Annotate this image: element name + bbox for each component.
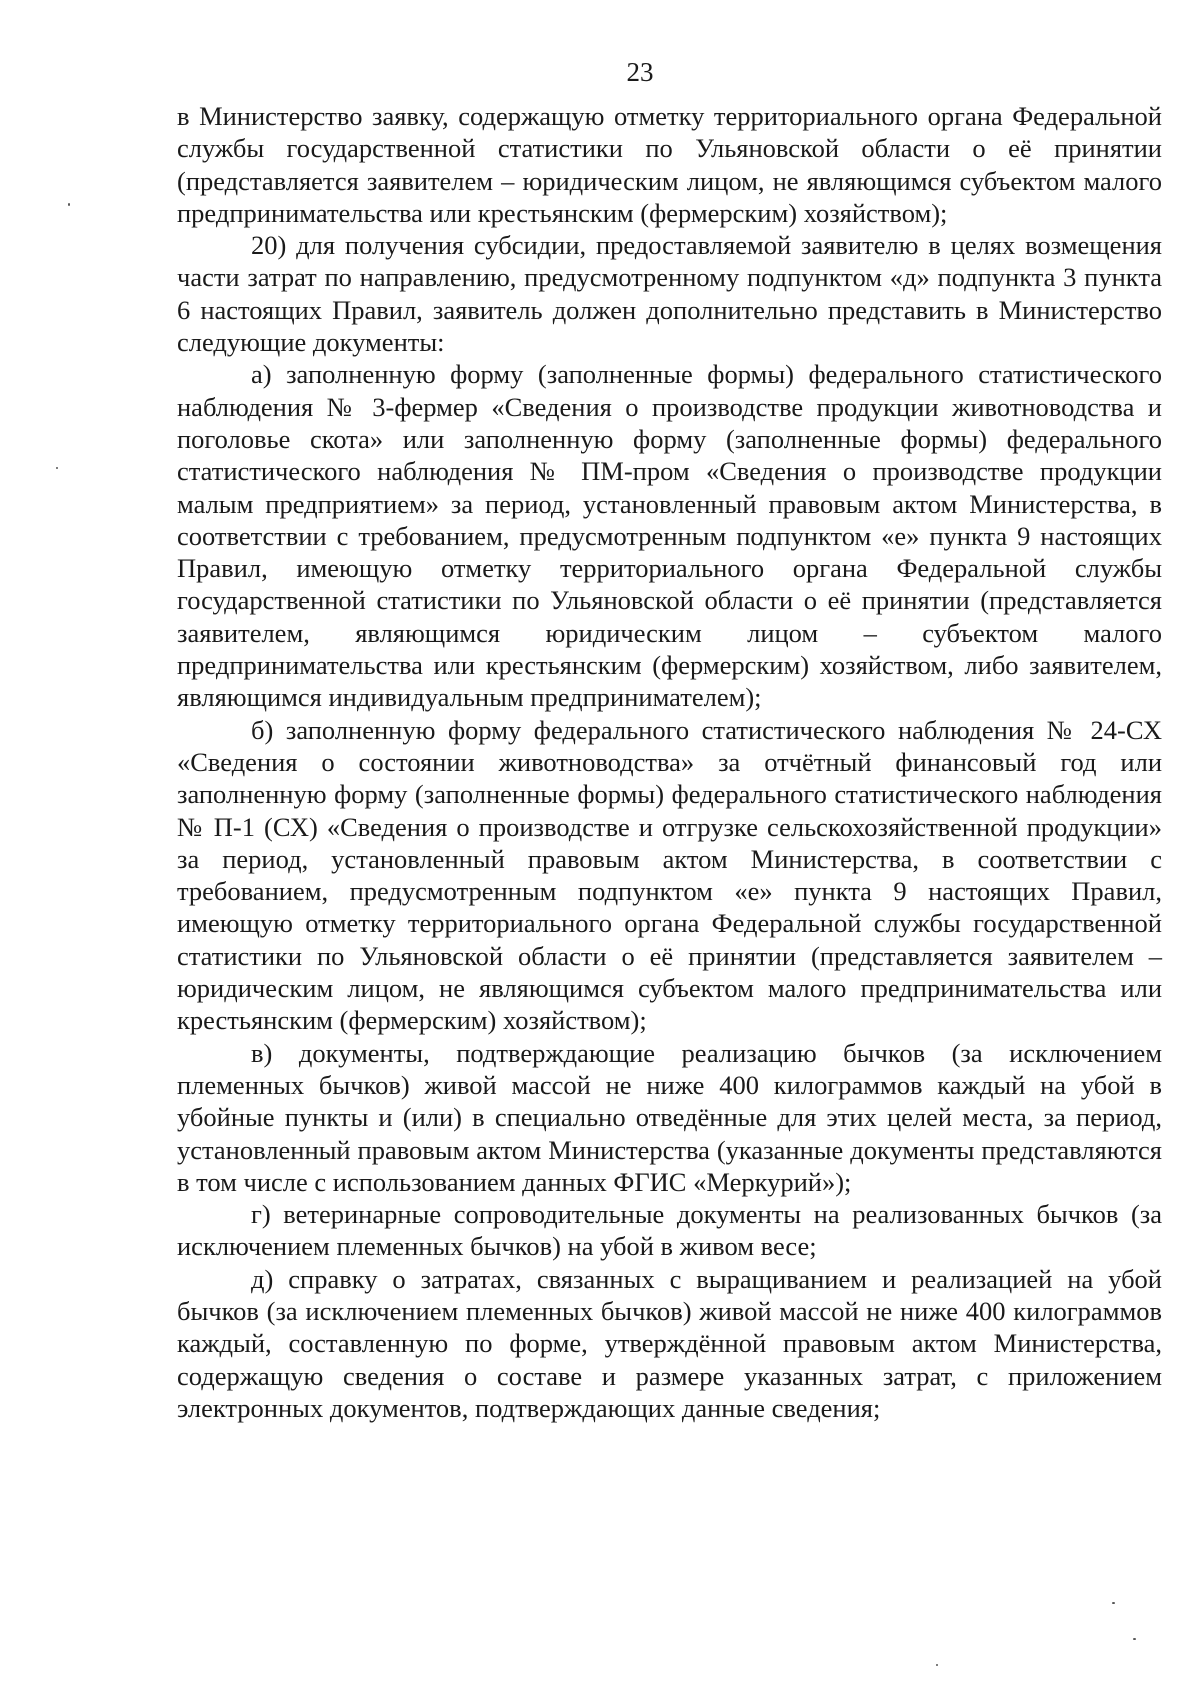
scan-speck bbox=[56, 467, 58, 469]
scan-speck bbox=[936, 1664, 938, 1666]
document-body bbox=[177, 100, 1162, 1424]
paragraph-item-b: б) заполненную форму федерального статистического наблюдения № 24-СХ «Сведения о состоянии животноводства» за отчётный финансовый год или заполненную форму (заполненные формы) федерального статистического наблюдения № П-1 (СХ) «Сведения о производстве и отгрузке сельскохозяйственной продукции» за период, установленный правовым актом Министерства, в соответствии с требованием, предусмотренным подпунктом «е» пункта 9 настоящих Правил, имеющую отметку территориального органа Федеральной службы государственной статистики по Ульяновской области о её принятии (представляется заявителем – юридическим лицом, не являющимся субъектом малого предпринимательства или крестьянским (фермерским) хозяйством); bbox=[177, 714, 1162, 1036]
paragraph-item-20: 20) для получения субсидии, предоставляемой заявителю в целях возмещения части затрат по направлению, предусмотренному подпунктом «д» подпункта 3 пункта 6 настоящих Правил, заявитель должен дополнительно представить в Министерство следующие документы: bbox=[177, 230, 1162, 358]
paragraph-continuation: в Министерство заявку, содержащую отметку территориального органа Федеральной службы государственной статистики по Ульяновской области о её принятии (представляется заявителем – юридическим лицом, не являющимся субъектом малого предпринимательства или крестьянским (фермерским) хозяйством); bbox=[177, 101, 1162, 228]
paragraph-item-a: а) заполненную форму (заполненные формы) федерального статистического наблюдения № 3-фермер «Сведения о производстве продукции животноводства и поголовье скота» или заполненную форму (заполненные формы) федерального статистического наблюдения № ПМ-пром «Сведения о производстве продукции малым предприятием» за период, установленный правовым актом Министерства, в соответствии с требованием, предусмотренным подпунктом «е» пункта 9 настоящих Правил, имеющую отметку территориального органа Федеральной службы государственной статистики по Ульяновской области о её принятии (представляется заявителем, являющимся юридическим лицом – субъектом малого предпринимательства или крестьянским (фермерским) хозяйством, либо заявителем, являющимся индивидуальным предпринимателем); bbox=[177, 359, 1162, 713]
paragraph-item-g: г) ветеринарные сопроводительные документы на реализованных бычков (за исключением племенных бычков) на убой в живом весе; bbox=[177, 1199, 1162, 1262]
scan-speck bbox=[68, 203, 70, 206]
paragraph-item-d: д) справку о затратах, связанных с выращиванием и реализацией на убой бычков (за исключением племенных бычков) живой массой не ниже 400 килограммов каждый, составленную по форме, утверждённой правовым актом Министерства, содержащую сведения о составе и размере указанных затрат, с приложением электронных документов, подтверждающих данные сведения; bbox=[177, 1263, 1162, 1423]
scan-speck bbox=[1112, 1602, 1115, 1604]
paragraph-item-v: в) документы, подтверждающие реализацию бычков (за исключением племенных бычков) живой массой не ниже 400 килограммов каждый на убой в убойные пункты и (или) в специально отведённые для этих целей места, за период, установленный правовым актом Министерства (указанные документы представляются в том числе с использованием данных ФГИС «Меркурий»); bbox=[177, 1037, 1162, 1197]
page-number: 23 bbox=[626, 57, 654, 87]
scan-speck bbox=[1133, 1638, 1136, 1640]
